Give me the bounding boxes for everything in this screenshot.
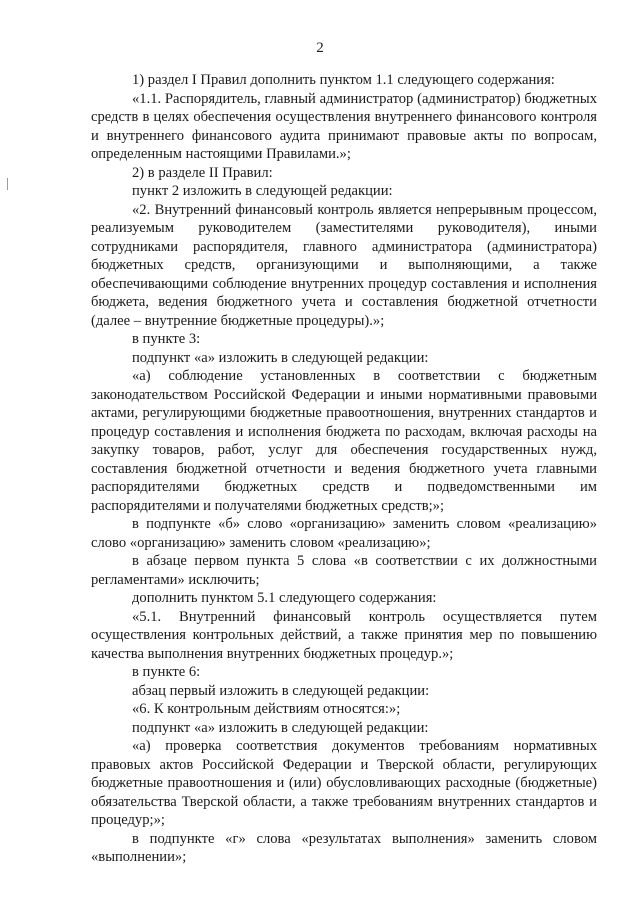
paragraph: в подпункте «г» слова «результатах выполнения» заменить словом «выполнении»; bbox=[91, 830, 597, 865]
paragraph: подпункт «а» изложить в следующей редакции: bbox=[132, 719, 429, 736]
paragraph: в пункте 3: bbox=[132, 331, 201, 347]
paragraph: подпункт «а» изложить в следующей редакции: bbox=[132, 349, 429, 366]
paragraph: 2) в разделе II Правил: bbox=[132, 164, 273, 181]
paragraph: «2. Внутренний финансовый контроль является непрерывным процессом, реализуемым руководителем (заместителями руководителя), иными сотрудниками распорядителя, главного администратора (администратора) бюджетных средств, организующими и выполняющими, а также обеспечивающими соблюдение внутренних процедур составления и исполнения бюджета, ведения бюджетного учета и составления бюджетной отчетности (далее – внутренние бюджетные процедуры).»; bbox=[91, 201, 597, 329]
paragraph: в пункте 6: bbox=[132, 664, 201, 680]
paragraph: «а) проверка соответствия документов требованиям нормативных правовых актов Российской Федерации и Тверской области, регулирующих бюджетные правоотношения и (или) обусловливающих расходные (бюджетные) обязательства Тверской области, а также требованиям внутренних стандартов и процедур;»; bbox=[91, 738, 597, 828]
paragraph: «1.1. Распорядитель, главный администратор (администратор) бюджетных средств в целях обеспечения осуществления внутреннего финансового контроля и внутреннего финансового аудита принимают правовые акты по вопросам, определенным настоящими Правилами.»; bbox=[91, 90, 597, 162]
paragraph: в абзаце первом пункта 5 слова «в соответствии с их должностными регламентами» исключить; bbox=[91, 553, 597, 588]
page-number: 2 bbox=[316, 40, 324, 56]
paragraph: пункт 2 изложить в следующей редакции: bbox=[132, 183, 393, 199]
paragraph: дополнить пунктом 5.1 следующего содержания: bbox=[132, 590, 437, 606]
paragraph: «5.1. Внутренний финансовый контроль осуществляется путем осуществления контрольных действий, а также принятия мер по повышению качества выполнения внутренних бюджетных процедур.»; bbox=[91, 608, 597, 662]
paragraph: «6. К контрольным действиям относятся:»; bbox=[132, 701, 401, 717]
paragraph: абзац первый изложить в следующей редакции: bbox=[132, 682, 430, 699]
margin-mark bbox=[7, 178, 8, 190]
paragraph: 1) раздел I Правил дополнить пунктом 1.1 следующего содержания: bbox=[132, 72, 555, 88]
paragraph: «а) соблюдение установленных в соответствии с бюджетным законодательством Российской Федерации и иными нормативными правовыми актами, регулирующими бюджетные правоотношения, внутренних стандартов и процедур составления и исполнения бюджета по расходам, включая расходы на закупку товаров, работ, услуг для обеспечения государственных нужд, составления бюджетной отчетности и ведения бюджетного учета главными распорядителями бюджетных средств и подведомственными им распорядителями и получателями бюджетных средств;»; bbox=[91, 368, 597, 514]
document-body bbox=[91, 71, 597, 867]
paragraph: в подпункте «б» слово «организацию» заменить словом «реализацию» слово «организацию» заменить словом «реализацию»; bbox=[91, 516, 597, 551]
